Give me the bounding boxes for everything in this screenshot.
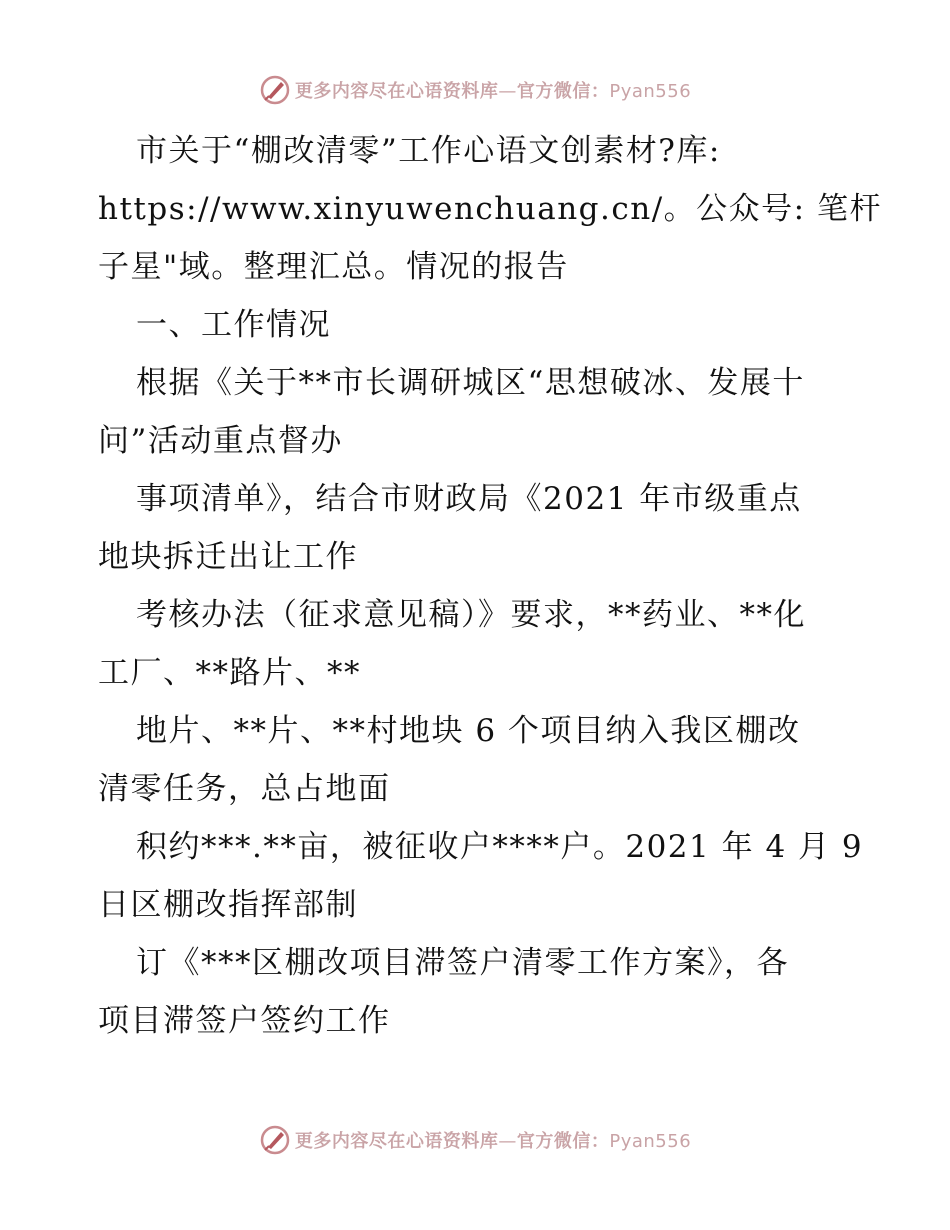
doc-title-line-2: https://www.xinyuwenchuang.cn/。公众号: 笔杆 [98, 191, 882, 227]
banner-wechat-id: Pyan556 [609, 1131, 692, 1152]
quill-seal-icon [259, 1124, 291, 1156]
banner-main-text: 更多内容尽在心语资料库 [294, 81, 499, 102]
paragraph-line: 日区棚改指挥部制 [98, 887, 358, 923]
paragraph-line: 地块拆迁出让工作 [98, 539, 358, 575]
paragraph-line: 考核办法（征求意见稿）》要求，**药业、**化 [136, 597, 806, 633]
banner-wechat-label: 官方微信： [516, 81, 610, 102]
document-body [98, 122, 882, 1050]
doc-title-line-3: 子星"域。整理汇总。情况的报告 [98, 249, 569, 285]
paragraph-line: 清零任务，总占地面 [98, 771, 391, 807]
header-watermark-banner [0, 70, 950, 110]
paragraph-line: 事项清单》，结合市财政局《2021 年市级重点 [136, 481, 802, 517]
section-heading: 一、工作情况 [136, 307, 331, 343]
paragraph-line: 项目滞签户签约工作 [98, 1003, 391, 1039]
doc-title-line-1: 市关于“棚改清零”工作心语文创素材?库: [136, 133, 721, 169]
banner-wechat-id: Pyan556 [609, 81, 692, 102]
footer-watermark-banner [0, 1120, 950, 1160]
banner-dash: — [498, 81, 517, 102]
paragraph-line: 根据《关于**市长调研城区“思想破冰、发展十 [136, 365, 805, 401]
paragraph-line: 订《***区棚改项目滞签户清零工作方案》，各 [136, 945, 789, 981]
quill-seal-icon [259, 74, 291, 106]
paragraph-line: 工厂、**路片、** [98, 655, 361, 691]
paragraph-line: 积约***.**亩，被征收户****户。2021 年 4 月 9 [136, 829, 864, 865]
banner-wechat-label: 官方微信： [516, 1131, 610, 1152]
paragraph-line: 地片、**片、**村地块 6 个项目纳入我区棚改 [136, 713, 801, 749]
banner-dash: — [498, 1131, 517, 1152]
paragraph-line: 问”活动重点督办 [98, 423, 343, 459]
banner-main-text: 更多内容尽在心语资料库 [294, 1131, 499, 1152]
